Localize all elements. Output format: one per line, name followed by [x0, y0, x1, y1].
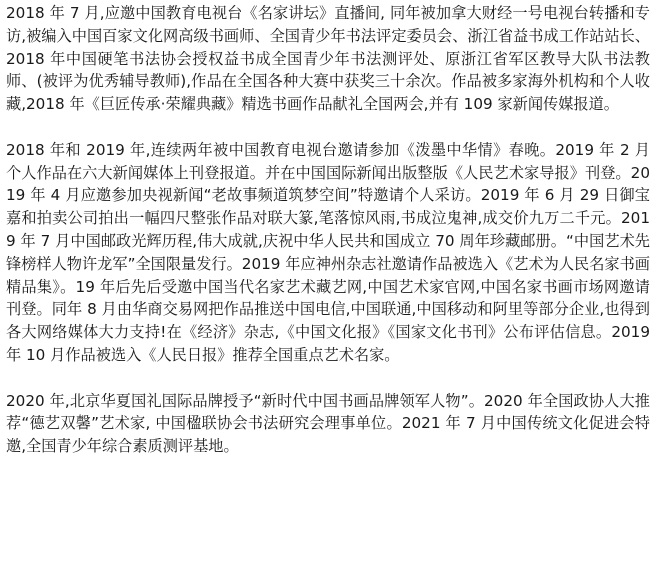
- paragraph-spacer: [6, 367, 650, 390]
- paragraph-2018-2019: 2018 年和 2019 年,连续两年被中国教育电视台邀请参加《泼墨中华情》春晚。2019 年 2 月个人作品在六大新闻媒体上刊登报道。并在中国国际新闻出版整版《人民艺术家导报》刊登。2019 年 4 月应邀参加央视新闻“老故事频道筑梦空间”特邀请个人采访。2019 年 6 月 29 日御宝嘉和拍卖公司拍出一幅四尺整张作品对联大篆,笔落惊风雨,书成泣鬼神,成交价九万二千元。2019 年 7 月中国邮政光辉历程,伟大成就,庆祝中华人民共和国成立 70 周年珍藏邮册。“中国艺术先锋榜样人物许龙军”全国限量发行。2019 年应神州杂志社邀请作品被选入《艺术为人民名家书画精品集》。19 年后先后受邀中国当代名家艺术藏艺网,中国艺术家官网,中国名家书画市场网邀请刊登。同年 8 月由华商交易网把作品推送中国电信,中国联通,中国移动和阿里等部分企业,也得到各大网络媒体大力支持!在《经济》杂志,《中国文化报》《国家文化书刊》公布评估信息。2019 年 10 月作品被选入《人民日报》推荐全国重点艺术名家。: [6, 140, 650, 364]
- paragraph-spacer: [6, 116, 650, 139]
- paragraph-2020-2021: 2020 年,北京华夏国礼国际品牌授予“新时代中国书画品牌领军人物”。2020 年全国政协人大推荐“德艺双馨”艺术家, 中国楹联协会书法研究会理事单位。2021 年 7 月中国传统文化促进会特邀,全国青少年综合素质测评基地。: [6, 391, 650, 456]
- paragraph-2018: 2018 年 7 月,应邀中国教育电视台《名家讲坛》直播间, 同年被加拿大财经一号电视台转播和专访,被编入中国百家文化网高级书画师、全国青少年书法评定委员会、浙江省益书成工作站站长、2018 年中国硬笔书法协会授权益书成全国青少年书法测评处、原浙江省军区教导大队书法教师、(被评为优秀辅导教师),作品在全国各种大赛中获奖三十余次。作品被多家海外机构和个人收藏,2018 年《巨匠传承·荣耀典藏》精选书画作品献礼全国两会,并有 109 家新闻传媒报道。: [6, 4, 650, 114]
